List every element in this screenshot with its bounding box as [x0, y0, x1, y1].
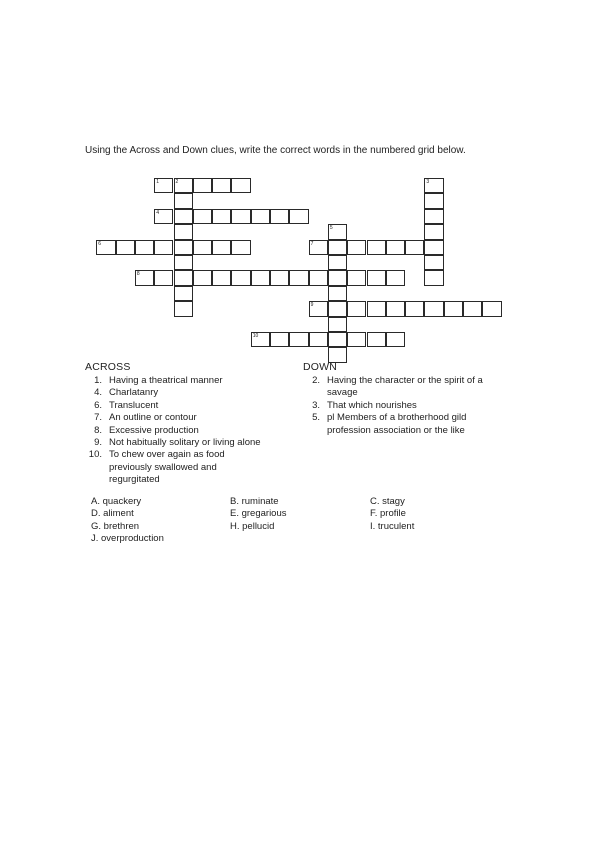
- grid-cell[interactable]: [347, 240, 366, 255]
- grid-cell[interactable]: [174, 301, 193, 316]
- grid-cell[interactable]: [116, 240, 135, 255]
- grid-cell[interactable]: [386, 240, 405, 255]
- grid-cell[interactable]: [289, 209, 308, 224]
- across-heading: ACROSS: [85, 361, 131, 373]
- grid-cell[interactable]: [154, 240, 173, 255]
- grid-cell[interactable]: [154, 209, 173, 224]
- grid-cell[interactable]: [174, 286, 193, 301]
- grid-cell[interactable]: [154, 270, 173, 285]
- grid-cell[interactable]: [328, 240, 347, 255]
- clue-text-continued: profession association or the like: [327, 424, 465, 436]
- grid-cell[interactable]: [309, 301, 328, 316]
- clue-number: 6.: [94, 399, 102, 411]
- grid-cell[interactable]: [328, 255, 347, 270]
- clue-text: To chew over again as food: [109, 449, 225, 461]
- grid-cell[interactable]: [367, 332, 386, 347]
- grid-cell[interactable]: [386, 270, 405, 285]
- grid-cell[interactable]: [463, 301, 482, 316]
- grid-cell[interactable]: [135, 270, 154, 285]
- grid-number: 4: [156, 209, 159, 216]
- clue-number: 3.: [312, 399, 320, 411]
- down-heading: DOWN: [303, 361, 338, 373]
- answer-option: I. truculent: [370, 520, 415, 532]
- grid-cell[interactable]: [231, 178, 250, 193]
- grid-cell[interactable]: [231, 240, 250, 255]
- grid-cell[interactable]: [328, 224, 347, 239]
- grid-number: 9: [310, 302, 314, 309]
- grid-cell[interactable]: [231, 270, 250, 285]
- clue-text: An outline or contour: [109, 412, 197, 424]
- grid-cell[interactable]: [347, 301, 366, 316]
- grid-cell[interactable]: [270, 332, 289, 347]
- grid-cell[interactable]: [193, 270, 212, 285]
- grid-cell[interactable]: [251, 209, 270, 224]
- grid-cell[interactable]: [193, 178, 212, 193]
- clue-text: Excessive production: [109, 424, 199, 436]
- answer-option: E. gregarious: [230, 508, 287, 520]
- grid-cell[interactable]: [328, 332, 347, 347]
- grid-cell[interactable]: [424, 270, 443, 285]
- grid-cell[interactable]: [424, 209, 443, 224]
- clue-number: 5.: [312, 412, 320, 424]
- grid-cell[interactable]: [212, 270, 231, 285]
- grid-number: 7: [310, 240, 314, 247]
- grid-cell[interactable]: [309, 332, 328, 347]
- grid-cell[interactable]: [135, 240, 154, 255]
- grid-cell[interactable]: [328, 270, 347, 285]
- grid-number: 6: [98, 240, 102, 247]
- grid-cell[interactable]: [424, 240, 443, 255]
- grid-cell[interactable]: [174, 255, 193, 270]
- clue-text-continued: savage: [327, 387, 358, 399]
- grid-cell[interactable]: [231, 209, 250, 224]
- grid-cell[interactable]: [154, 178, 173, 193]
- grid-cell[interactable]: [347, 332, 366, 347]
- clue-text: Translucent: [109, 399, 159, 411]
- clue-number: 9.: [94, 437, 102, 448]
- answer-option: H. pellucid: [230, 520, 275, 532]
- answer-option: B. ruminate: [230, 496, 279, 507]
- clue-number: 4.: [94, 387, 102, 399]
- clue-number: 2.: [312, 375, 320, 386]
- grid-number: 2: [175, 179, 179, 185]
- answer-option: A. quackery: [91, 496, 142, 507]
- grid-cell[interactable]: [212, 209, 231, 224]
- clue-text: Having the character or the spirit of a: [327, 375, 483, 386]
- grid-number: 5: [329, 225, 333, 232]
- grid-number: 1: [156, 179, 159, 185]
- clue-text: Having a theatrical manner: [109, 375, 223, 386]
- grid-cell[interactable]: [328, 286, 347, 301]
- grid-number: 3: [426, 179, 430, 185]
- clue-number: 7.: [94, 412, 102, 424]
- clue-number: 8.: [94, 424, 102, 436]
- grid-cell[interactable]: [424, 224, 443, 239]
- grid-cell[interactable]: [424, 301, 443, 316]
- grid-cell[interactable]: [289, 332, 308, 347]
- grid-cell[interactable]: [251, 270, 270, 285]
- grid-cell[interactable]: [174, 270, 193, 285]
- grid-cell[interactable]: [386, 301, 405, 316]
- clue-text: pl Members of a brotherhood gild: [327, 412, 467, 424]
- grid-cell[interactable]: [174, 240, 193, 255]
- grid-cell[interactable]: [424, 255, 443, 270]
- clue-text: Charlatanry: [109, 387, 159, 399]
- grid-cell[interactable]: [174, 224, 193, 239]
- grid-cell[interactable]: [328, 317, 347, 332]
- grid-cell[interactable]: [309, 240, 328, 255]
- clue-text-continued: regurgitated: [109, 474, 160, 486]
- grid-cell[interactable]: [289, 270, 308, 285]
- clue-text: That which nourishes: [327, 399, 417, 411]
- grid-cell[interactable]: [309, 270, 328, 285]
- grid-cell[interactable]: [424, 193, 443, 208]
- grid-number: 10: [252, 333, 259, 339]
- answer-option: J. overproduction: [91, 532, 164, 544]
- grid-cell[interactable]: [193, 209, 212, 224]
- grid-cell[interactable]: [328, 301, 347, 316]
- grid-cell[interactable]: [424, 178, 443, 193]
- grid-cell[interactable]: [174, 178, 193, 193]
- grid-cell[interactable]: [270, 209, 289, 224]
- grid-cell[interactable]: [367, 270, 386, 285]
- grid-cell[interactable]: [367, 240, 386, 255]
- clue-text: Not habitually solitary or living alone: [109, 437, 261, 448]
- grid-cell[interactable]: [367, 301, 386, 316]
- grid-cell[interactable]: [386, 332, 405, 347]
- answer-option: G. brethren: [91, 520, 140, 532]
- grid-cell[interactable]: [405, 240, 424, 255]
- instructions: Using the Across and Down clues, write the correct words in the numbered grid below.: [85, 145, 466, 156]
- answer-option: D. aliment: [91, 508, 134, 520]
- answer-option: C. stagy: [370, 496, 405, 507]
- grid-cell[interactable]: [174, 193, 193, 208]
- clue-number: 10.: [88, 449, 102, 461]
- grid-cell[interactable]: [212, 240, 231, 255]
- grid-cell[interactable]: [405, 301, 424, 316]
- grid-cell[interactable]: [193, 240, 212, 255]
- grid-cell[interactable]: [251, 332, 270, 347]
- clue-text-continued: previously swallowed and: [109, 461, 217, 473]
- grid-cell[interactable]: [270, 270, 289, 285]
- grid-number: 8: [136, 271, 140, 278]
- clue-number: 1.: [94, 375, 102, 386]
- grid-cell[interactable]: [96, 240, 115, 255]
- grid-cell[interactable]: [444, 301, 463, 316]
- grid-cell[interactable]: [212, 178, 231, 193]
- grid-cell[interactable]: [347, 270, 366, 285]
- answer-option: F. profile: [370, 508, 406, 520]
- grid-cell[interactable]: [482, 301, 501, 316]
- grid-cell[interactable]: [174, 209, 193, 224]
